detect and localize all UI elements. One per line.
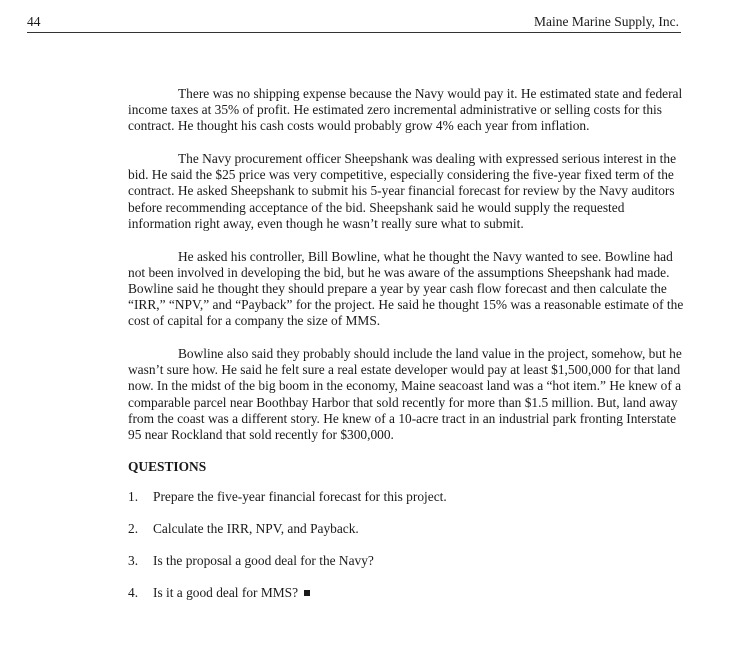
question-item — [128, 489, 684, 521]
paragraph-land-value: Bowline also said they probably should include the land value in the project, somehow, but he wasn’t sure how. He said he felt sure a real estate developer would pay at least $1,500,000 for that land now. In the midst of the big boom in the economy, Maine seacoast land was a “hot item.” He knew of a comparable parcel near Boothbay Harbor that sold recently for more than $1.5 million. But, land away from the coast was a different story. He knew of a 10-acre tract in an industrial park fronting Interstate 95 near Rockland that sold recently for $300,000. — [128, 346, 682, 442]
question-number: 3. — [128, 552, 139, 568]
end-of-case-square-icon — [304, 590, 310, 596]
questions-list — [128, 489, 684, 617]
question-item — [128, 585, 684, 617]
question-text: Prepare the five-year financial forecast for this project. — [153, 488, 447, 504]
question-number: 4. — [128, 584, 139, 600]
paragraph-navy-officer: The Navy procurement officer Sheepshank was dealing with expressed serious interest in the bid. He said the $25 price was very competitive, especially considering the five-year fixed term of the contract. He asked Sheepshank to submit his 5-year financial forecast for review by the Navy auditors before recommending acceptance of the bid. Sheepshank said he would supply the requested information right away, even though he wasn’t really sure what to submit. — [128, 151, 677, 231]
document-body — [128, 86, 684, 617]
running-title: Maine Marine Supply, Inc. — [534, 14, 679, 29]
paragraph-controller: He asked his controller, Bill Bowline, what he thought the Navy wanted to see. Bowline had not been involved in developing the bid, but he was aware of the assumptions Sheepshank had made. Bowline said he thought they should prepare a year by year cash flow forecast and then calculate the “IRR,” “NPV,” and “Payback” for the project. He said he thought 15% was a reasonable estimate of the cost of capital for a company the size of MMS. — [128, 248, 684, 329]
question-number: 1. — [128, 488, 139, 504]
question-item — [128, 521, 684, 553]
question-text: Calculate the IRR, NPV, and Payback. — [153, 520, 359, 536]
page-header — [27, 14, 681, 33]
page-number: 44 — [27, 14, 41, 29]
question-item — [128, 553, 684, 585]
question-text: Is it a good deal for MMS? — [153, 584, 299, 600]
question-text: Is the proposal a good deal for the Navy? — [153, 552, 374, 568]
questions-heading: QUESTIONS — [128, 458, 207, 474]
paragraph-shipping-taxes: There was no shipping expense because the Navy would pay it. He estimated state and federal income taxes at 35% of profit. He estimated zero incremental administrative or selling costs for this contract. He thought his cash costs would probably grow 4% each year from inflation. — [128, 86, 683, 134]
question-number: 2. — [128, 520, 139, 536]
